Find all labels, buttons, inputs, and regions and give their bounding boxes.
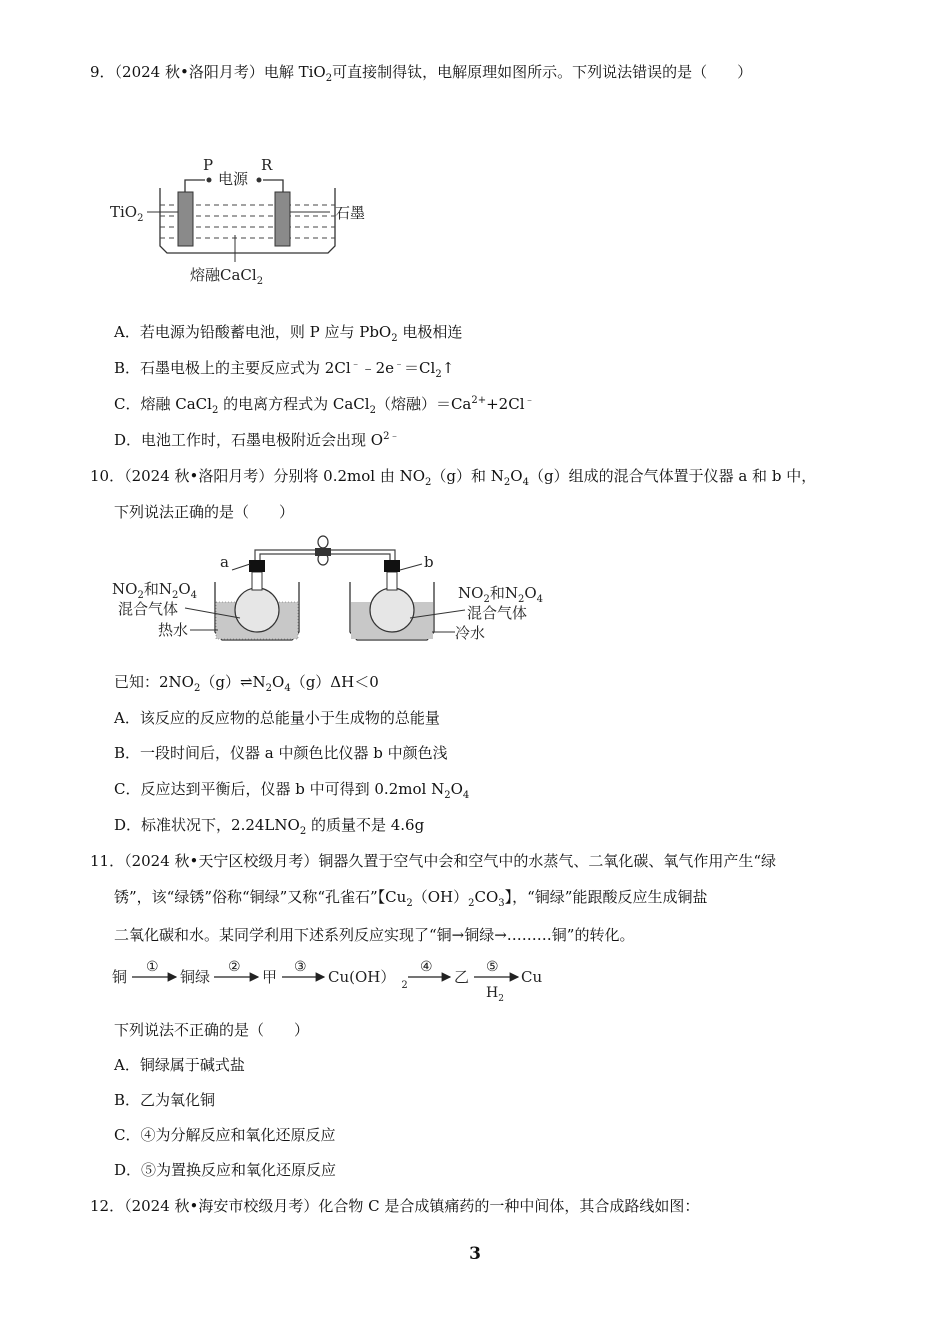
left-mix-label: 混合气体 [118, 600, 179, 618]
q11-stem-line3: 二氧化碳和水。某同学利用下述系列反应实现了“铜→铜绿→………铜”的转化。 [114, 926, 635, 944]
scheme-h2: $H_2$ [486, 985, 504, 1004]
q11-stem-line2: 锈”，该“绿锈”俗称“铜绿”又称“孔雀石”【$Cu_2(OH)_2CO_3$】，“铜绿”能跟酸反应生成铜盐 [114, 888, 708, 909]
left-gas-label: $NO_2$和$N_2O_4$ [112, 580, 198, 601]
q10-stem-line1: 10．（2024 秋•洛阳月考）分别将 0.2mol 由 $NO_2(g)$和 $N_2O_4(g)$组成的混合气体置于仪器 a 和 b 中， [90, 467, 817, 488]
q9-option-d: D．电池工作时，石墨电极附近会出现 $O^{2﹣}$ [114, 431, 400, 449]
q9-option-b: B．石墨电极上的主要反应式为 $2Cl^﹣﹣2e^﹣=Cl_2↑$ [114, 359, 455, 380]
q10-flask-figure [110, 530, 550, 650]
q11-option-d: D．⑤为置换反应和氧化还原反应 [114, 1161, 337, 1179]
q11-option-c: C．④为分解反应和氧化还原反应 [114, 1126, 336, 1144]
q12-source: （2024 秋•海安市校级月考） [124, 1197, 319, 1215]
q11-source: （2024 秋•天宁区校级月考） [124, 852, 319, 870]
label-power: 电源 [218, 170, 249, 188]
q9-source: （2024 秋•洛阳月考） [114, 63, 264, 81]
label-graphite: 石墨 [335, 204, 366, 222]
label-r: R [261, 156, 273, 174]
left-water-label: 热水 [158, 621, 189, 639]
q10-stem-line2: 下列说法正确的是（ ） [114, 503, 295, 521]
q10-number: 10． [90, 467, 125, 485]
q11-stem-line1: 11．（2024 秋•天宁区校级月考）铜器久置于空气中会和空气中的水蒸气、二氧化碳、氧气作用产生“绿 [90, 852, 777, 870]
q9-option-c: C．熔融 CaCl$_2$ 的电离方程式为 CaCl$_2$（熔融）$=Ca^{2+}+2Cl^﹣$ [114, 395, 535, 416]
q10-known: 已知：$2NO_2(g)\rightleftharpoons N_2O_4(g)\Delta H<0$ [114, 673, 379, 694]
label-p: P [203, 156, 214, 174]
q10-option-b: B．一段时间后，仪器 a 中颜色比仪器 b 中颜色浅 [114, 744, 448, 762]
scheme-copper: 铜 [112, 968, 128, 986]
step-2: ② [228, 959, 241, 975]
q10-option-a: A．该反应的反应物的总能量小于生成物的总能量 [114, 709, 440, 727]
scheme-malachite: 铜绿 [180, 968, 211, 986]
step-5: ⑤ [486, 959, 499, 975]
scheme-cuoh2: Cu(OH） $_2$ [328, 968, 408, 991]
q11-number: 11． [90, 852, 125, 870]
step-4: ④ [420, 959, 433, 975]
step-1: ① [146, 959, 159, 975]
label-melt: 熔融CaCl$_2$ [190, 266, 264, 287]
scheme-jia: 甲 [262, 968, 278, 986]
graphite-electrode [275, 192, 290, 246]
right-water-label: 冷水 [455, 624, 486, 642]
q9-option-a: A．若电源为铅酸蓄电池，则 P 应与 PbO$_2$ 电极相连 [114, 323, 463, 344]
q12-stem: 12．（2024 秋•海安市校级月考）化合物 C 是合成镇痛药的一种中间体，其合成路线如图： [90, 1197, 700, 1215]
page-number: 3 [469, 1244, 481, 1264]
label-a: a [220, 553, 229, 571]
q10-option-d: D．标准状况下，$2.24LNO_2$ 的质量不是 4.6g [114, 816, 425, 837]
q11-reaction-scheme [110, 955, 560, 1005]
label-tio2: TiO$_2$ [110, 203, 144, 224]
q9-number: 9． [90, 63, 115, 81]
scheme-cu: Cu [521, 968, 543, 986]
q11-option-b: B．乙为氧化铜 [114, 1091, 216, 1109]
right-mix-label: 混合气体 [467, 604, 528, 622]
q11-question: 下列说法不正确的是（ ） [114, 1021, 310, 1039]
step-3: ③ [294, 959, 307, 975]
q10-option-c: C．反应达到平衡后，仪器 b 中可得到 0.2mol $N_2O_4$ [114, 780, 470, 801]
q10-source: （2024 秋•洛阳月考） [124, 467, 274, 485]
right-gas-label: $NO_2$和$N_2O_4$ [458, 584, 544, 605]
scheme-yi: 乙 [454, 968, 470, 986]
q9-stem: 9．（2024 秋•洛阳月考）电解 TiO$_2$可直接制得钛，电解原理如图所示。下列说法错误的是（ ） [90, 63, 753, 84]
label-b: b [424, 553, 434, 571]
q11-option-a: A．铜绿属于碱式盐 [114, 1056, 245, 1074]
q12-number: 12． [90, 1197, 125, 1215]
q9-electrolysis-figure [105, 150, 395, 290]
tio2-electrode [178, 192, 193, 246]
